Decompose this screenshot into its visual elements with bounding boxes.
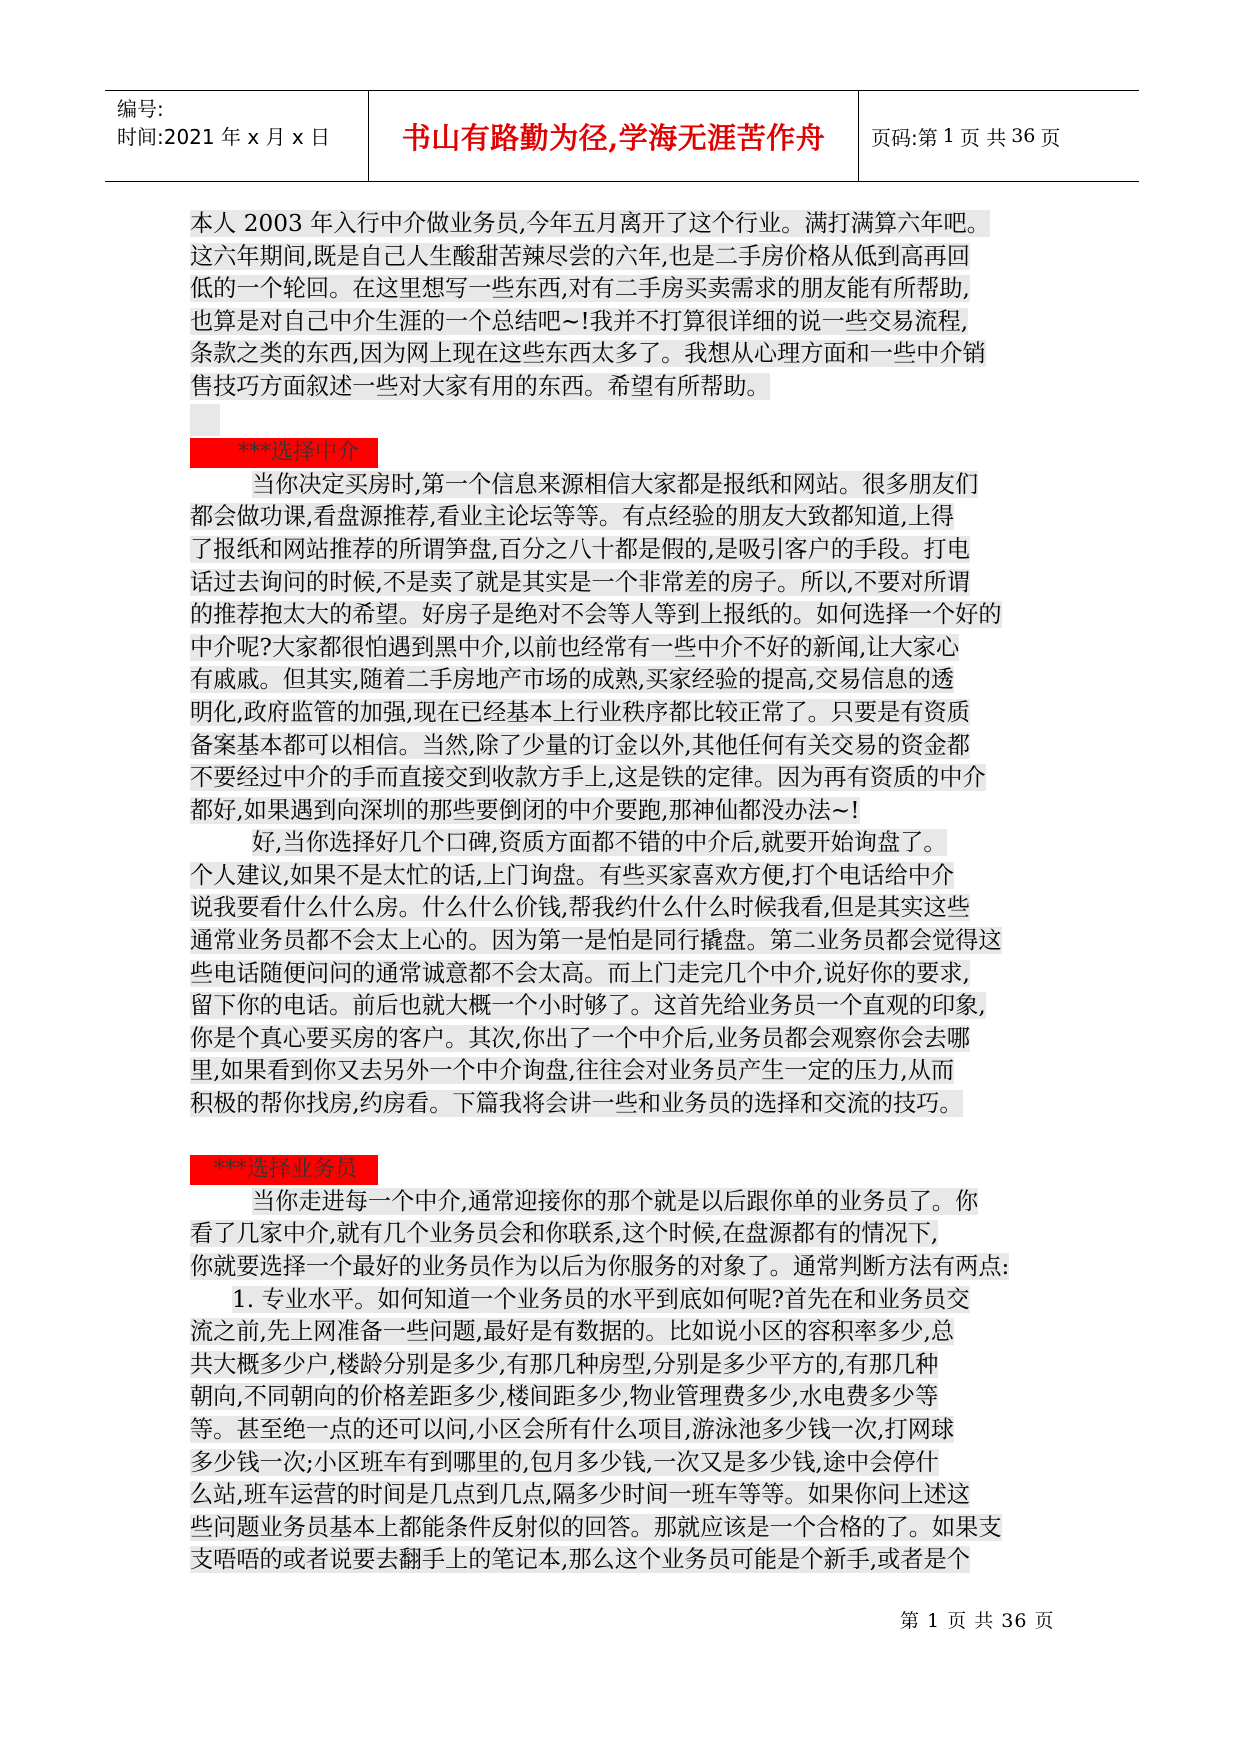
header-page-number (859, 91, 1139, 181)
text-line: 流之前,先上网准备一些问题,最好是有数据的。比如说小区的容积率多少,总 (190, 1318, 955, 1346)
text-line: 的推荐抱太大的希望。好房子是绝对不会等人等到上报纸的。如何选择一个好的 (190, 601, 1002, 629)
text-line: 朝向,不同朝向的价格差距多少,楼间距多少,物业管理费多少,水电费多少等 (190, 1383, 939, 1411)
text-line: 多少钱一次;小区班车有到哪里的,包月多少钱,一次又是多少钱,途中会停什 (190, 1448, 939, 1476)
section1-paragraph-1 (190, 469, 1065, 828)
blank-line (190, 1121, 1065, 1154)
blank-line (190, 404, 1065, 437)
text-line: 好,当你选择好几个口碑,资质方面都不错的中介后,就要开始询盘了。 (252, 829, 947, 857)
text-line: 备案基本都可以相信。当然,除了少量的订金以外,其他任何有关交易的资金都 (190, 731, 970, 759)
text-line: 本人 2003 年入行中介做业务员,今年五月离开了这个行业。满打满算六年吧。 (190, 210, 990, 237)
text-line: 当你走进每一个中介,通常迎接你的那个就是以后跟你单的业务员了。你 (252, 1187, 979, 1215)
section1-paragraph-2 (190, 827, 1065, 1120)
text-line: 话过去询问的时候,不是卖了就是其实是一个非常差的房子。所以,不要对所谓 (190, 568, 970, 596)
text-line: 支唔唔的或者说要去翻手上的笔记本,那么这个业务员可能是个新手,或者是个 (190, 1546, 970, 1574)
text-line: 积极的帮你找房,约房看。下篇我将会讲一些和业务员的选择和交流的技巧。 (190, 1090, 963, 1118)
text-line: 你是个真心要买房的客户。其次,你出了一个中介后,业务员都会观察你会去哪 (190, 1024, 970, 1052)
text-line: 中介呢?大家都很怕遇到黑中介,以前也经常有一些中介不好的新闻,让大家心 (190, 633, 960, 661)
intro-paragraph (190, 208, 1065, 404)
text-line: 当你决定买房时,第一个信息来源相信大家都是报纸和网站。很多朋友们 (252, 470, 979, 498)
text-line: 些电话随便问问的通常诚意都不会太高。而上门走完几个中介,说好你的要求, (190, 959, 970, 987)
page-suffix: 页 (1040, 125, 1061, 150)
section2-paragraph-1 (190, 1186, 1065, 1284)
text-line: 也算是对自己中介生涯的一个总结吧~!我并不打算很详细的说一些交易流程, (190, 307, 969, 335)
text-line: 低的一个轮回。在这里想写一些东西,对有二手房买卖需求的朋友能有所帮助, (190, 275, 970, 303)
page-current: 1 (942, 125, 955, 147)
page-prefix: 页码:第 (871, 125, 938, 150)
text-line: 么站,班车运营的时间是几点到几点,隔多少时间一班车等等。如果你问上述这 (190, 1481, 970, 1509)
page-header (105, 90, 1139, 182)
text-line: 等。甚至绝一点的还可以问,小区会所有什么项目,游泳池多少钱一次,打网球 (190, 1415, 955, 1443)
page-footer: 第 1 页 共 36 页 (900, 1610, 1055, 1632)
text-line: 些问题业务员基本上都能条件反射似的回答。那就应该是一个合格的了。如果支 (190, 1513, 1002, 1541)
document-number-label: 编号: (117, 97, 164, 121)
text-line: 了报纸和网站推荐的所谓笋盘,百分之八十都是假的,是吸引客户的手段。打电 (190, 535, 970, 563)
text-line: 共大概多少户,楼龄分别是多少,有那几种房型,分别是多少平方的,有那几种 (190, 1350, 939, 1378)
text-line: 售技巧方面叙述一些对大家有用的东西。希望有所帮助。 (190, 372, 770, 400)
text-line: 通常业务员都不会太上心的。因为第一是怕是同行撬盘。第二业务员都会觉得这 (190, 927, 1002, 955)
text-line: 不要经过中介的手而直接交到收款方手上,这是铁的定律。因为再有资质的中介 (190, 764, 986, 792)
header-meta (105, 91, 369, 181)
text-line: 都会做功课,看盘源推荐,看业主论坛等等。有点经验的朋友大致都知道,上得 (190, 503, 955, 531)
text-line: 都好,如果遇到向深圳的那些要倒闭的中介要跑,那神仙都没办法~! (190, 796, 860, 824)
text-line: 你就要选择一个最好的业务员作为以后为你服务的对象了。通常判断方法有两点: (190, 1253, 1010, 1280)
section-heading-choose-agency: ***选择中介 (190, 436, 1065, 469)
page-total: 36 (1011, 125, 1036, 147)
text-line: 看了几家中介,就有几个业务员会和你联系,这个时候,在盘源都有的情况下, (190, 1220, 939, 1248)
text-line: 明化,政府监管的加强,现在已经基本上行业秩序都比较正常了。只要是有资质 (190, 698, 970, 726)
section2-list-item-1 (190, 1284, 1065, 1577)
text-line: 个人建议,如果不是太忙的话,上门询盘。有些买家喜欢方便,打个电话给中介 (190, 861, 955, 889)
page-mid: 页 共 (959, 125, 1007, 150)
document-body (190, 208, 1065, 1577)
text-line: 1. 专业水平。如何知道一个业务员的水平到底如何呢?首先在和业务员交 (232, 1285, 970, 1313)
document-time-label: 时间:2021 年 x 月 x 日 (117, 125, 331, 149)
text-line: 这六年期间,既是自己人生酸甜苦辣尽尝的六年,也是二手房价格从低到高再回 (190, 242, 970, 270)
text-line: 留下你的电话。前后也就大概一个小时够了。这首先给业务员一个直观的印象, (190, 992, 986, 1020)
text-line: 说我要看什么什么房。什么什么价钱,帮我约什么什么时候我看,但是其实这些 (190, 894, 970, 922)
text-line: 条款之类的东西,因为网上现在这些东西太多了。我想从心理方面和一些中介销 (190, 340, 986, 368)
text-line: 有戚戚。但其实,随着二手房地产市场的成熟,买家经验的提高,交易信息的透 (190, 666, 955, 694)
section-heading-choose-agent: ***选择业务员 (190, 1153, 1065, 1186)
header-motto: 书山有路勤为径,学海无涯苦作舟 (369, 91, 859, 181)
text-line: 里,如果看到你又去另外一个中介询盘,往往会对业务员产生一定的压力,从而 (190, 1057, 955, 1085)
